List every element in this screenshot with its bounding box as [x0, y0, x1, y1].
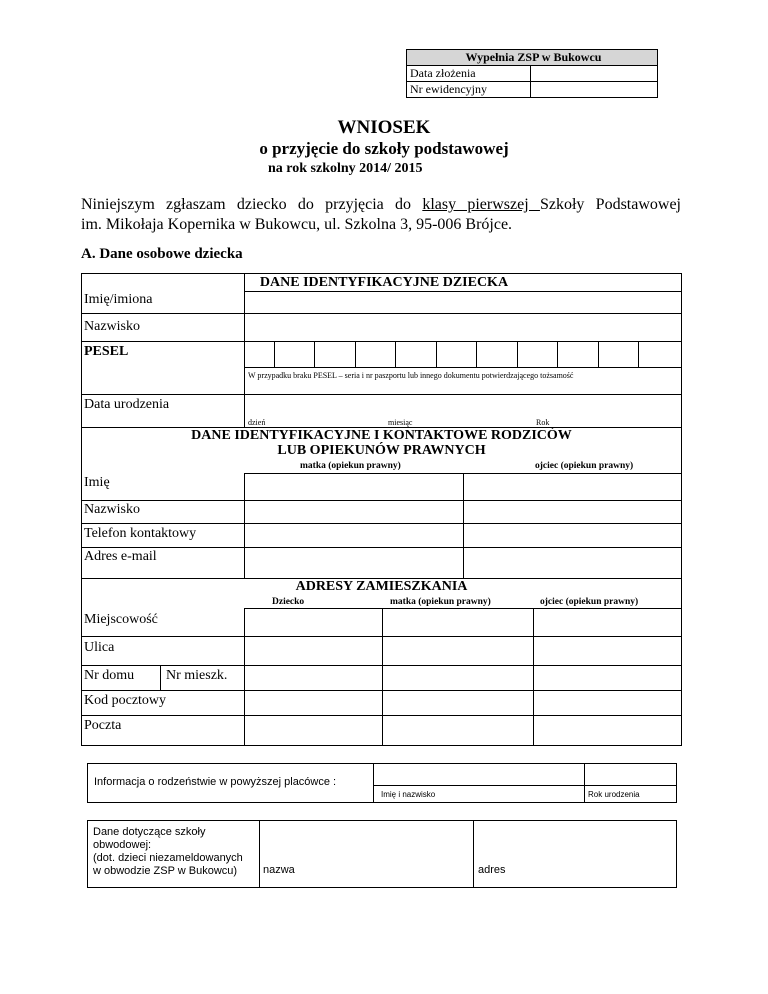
mother-address-column-header: matka (opiekun prawny)	[390, 597, 491, 607]
intro-underlined: klasy pierwszej	[422, 196, 540, 213]
parent-last-name-label: Nazwisko	[84, 502, 140, 517]
birth-date-label: Data urodzenia	[84, 397, 170, 412]
section-a-heading: A. Dane osobowe dziecka	[81, 246, 243, 262]
school-name-caption: nazwa	[263, 864, 295, 876]
intro-text-b: Szkoły Podstawowej	[539, 196, 682, 213]
father-address-column-header: ojciec (opiekun prawny)	[540, 597, 639, 607]
record-number-field[interactable]	[531, 82, 658, 98]
parent-phone-label: Telefon kontaktowy	[84, 526, 197, 541]
district-school-label	[93, 826, 243, 878]
school-address-field[interactable]	[474, 821, 676, 887]
sibling-name-caption: Imię i nazwisko	[381, 790, 436, 799]
pesel-label: PESEL	[84, 344, 129, 359]
pesel-field[interactable]	[245, 342, 681, 367]
district-school-label-line-2: obwodowej:	[93, 839, 152, 851]
street-label: Ulica	[84, 640, 115, 655]
pesel-note: W przypadku braku PESEL – seria i nr paszportu lub innego dokumentu potwierdzającego tożsamość	[248, 371, 574, 380]
form-title: WNIOSEK	[337, 117, 431, 138]
intro-line-2: im. Mikołaja Kopernika w Bukowcu, ul. Szkolna 3, 95-006 Brójce.	[81, 216, 513, 233]
house-number-label: Nr domu	[84, 668, 135, 683]
submission-date-label: Data złożenia	[407, 66, 531, 82]
child-first-name-label: Imię/imiona	[84, 292, 153, 307]
school-year: na rok szkolny 2014/ 2015	[268, 161, 423, 176]
post-office-label: Poczta	[84, 718, 122, 733]
record-number-label: Nr ewidencyjny	[407, 82, 531, 98]
city-label: Miejscowość	[84, 612, 158, 627]
sibling-name-field[interactable]	[374, 764, 584, 785]
child-last-name-label: Nazwisko	[84, 319, 140, 334]
sibling-birth-year-field[interactable]	[585, 764, 676, 785]
birth-month-label: miesiąc	[388, 418, 413, 427]
district-school-label-line-4: w obwodzie ZSP w Bukowcu)	[93, 865, 238, 877]
birth-date-field[interactable]	[245, 395, 681, 427]
addresses-header: ADRESY ZAMIESZKANIA	[295, 579, 468, 594]
mother-column-header: matka (opiekun prawny)	[300, 461, 401, 471]
father-email-field[interactable]	[464, 548, 681, 578]
father-column-header: ojciec (opiekun prawny)	[535, 461, 634, 471]
office-use-box	[406, 49, 658, 98]
submission-date-field[interactable]	[531, 66, 658, 82]
parents-header-line-1: DANE IDENTYFIKACYJNE I KONTAKTOWE RODZICÓW	[191, 428, 572, 443]
parents-header-line-2: LUB OPIEKUNÓW PRAWNYCH	[277, 443, 486, 458]
school-address-caption: adres	[478, 864, 506, 876]
mother-phone-field[interactable]	[245, 524, 462, 547]
sibling-birth-year-caption: Rok urodzenia	[588, 790, 640, 799]
parent-email-label: Adres e-mail	[84, 549, 157, 564]
mother-first-name-field[interactable]	[245, 474, 462, 500]
apartment-number-label: Nr mieszk.	[166, 668, 228, 683]
child-address-fields[interactable]	[245, 609, 381, 745]
birth-year-label: Rok	[536, 418, 550, 427]
child-last-name-field[interactable]	[245, 314, 681, 341]
school-name-field[interactable]	[260, 821, 472, 887]
father-first-name-field[interactable]	[464, 474, 681, 500]
father-address-fields[interactable]	[534, 609, 681, 745]
office-box-title: Wypełnia ZSP w Bukowcu	[407, 50, 658, 66]
mother-address-fields[interactable]	[383, 609, 532, 745]
postal-code-label: Kod pocztowy	[84, 693, 167, 708]
intro-text-a: Niniejszym zgłaszam dziecko do przyjęcia do	[81, 196, 423, 213]
child-first-name-field[interactable]	[245, 292, 681, 313]
birth-day-label: dzień	[248, 418, 266, 427]
father-phone-field[interactable]	[464, 524, 681, 547]
siblings-label: Informacja o rodzeństwie w powyższej placówce :	[94, 776, 337, 788]
parent-first-name-label: Imię	[84, 475, 110, 490]
child-address-column-header: Dziecko	[272, 597, 305, 607]
form-subtitle: o przyjęcie do szkoły podstawowej	[259, 139, 509, 158]
intro-line-1	[81, 196, 681, 214]
mother-email-field[interactable]	[245, 548, 462, 578]
district-school-label-line-3: (dot. dzieci niezameldowanych	[93, 852, 243, 864]
district-school-label-line-1: Dane dotyczące szkoły	[93, 826, 206, 838]
child-section-header: DANE IDENTYFIKACYJNE DZIECKA	[259, 275, 509, 290]
father-last-name-field[interactable]	[464, 501, 681, 523]
mother-last-name-field[interactable]	[245, 501, 462, 523]
